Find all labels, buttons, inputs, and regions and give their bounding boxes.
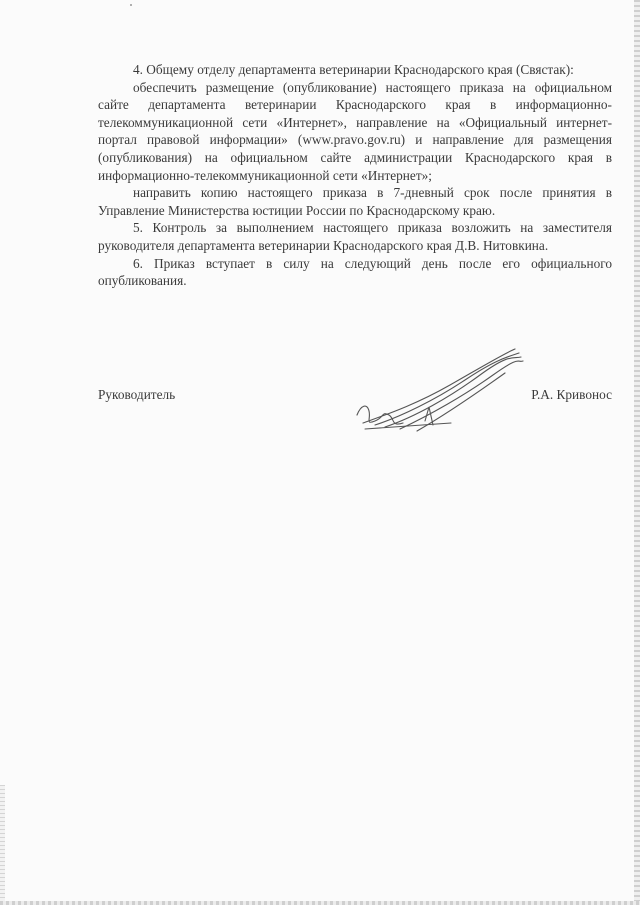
scan-speck [130, 4, 132, 6]
scan-edge-bottom [0, 901, 640, 905]
scan-edge-left [0, 785, 5, 905]
paragraph-4: 4. Общему отделу департамента ветеринарии Краснодарского края (Свястак): [133, 62, 574, 77]
paragraph-4-copy: направить копию настоящего приказа в 7-дневный срок после принятия в Управление Министерства юстиции России по Краснодарскому краю. [98, 185, 612, 218]
paragraph-4-publication: обеспечить размещение (опубликование) настоящего приказа на официальном сайте департамента ветеринарии Краснодарского края в информационно-телекоммуникационной сети «Интернет», направление на «Официальный интернет-портал правовой информации» (www.pravo.gov.ru) и направление для размещения (опубликования) на официальном сайте администрации Краснодарского края в информационно-телекоммуникационной сети «Интернет»; [98, 79, 612, 183]
paragraph-6: 6. Приказ вступает в силу на следующий день после его официального опубликования. [98, 255, 612, 289]
paragraph-5: 5. Контроль за выполнением настоящего приказа возложить на заместителя руководителя департамента ветеринарии Краснодарского края Д.В. Нитовкина. [98, 220, 612, 253]
document-body [98, 61, 612, 290]
scan-edge-right [634, 0, 640, 905]
signatory-title: Руководитель [98, 387, 176, 402]
signature-block [98, 386, 612, 406]
signatory-name: Р.А. Кривонос [531, 387, 612, 402]
